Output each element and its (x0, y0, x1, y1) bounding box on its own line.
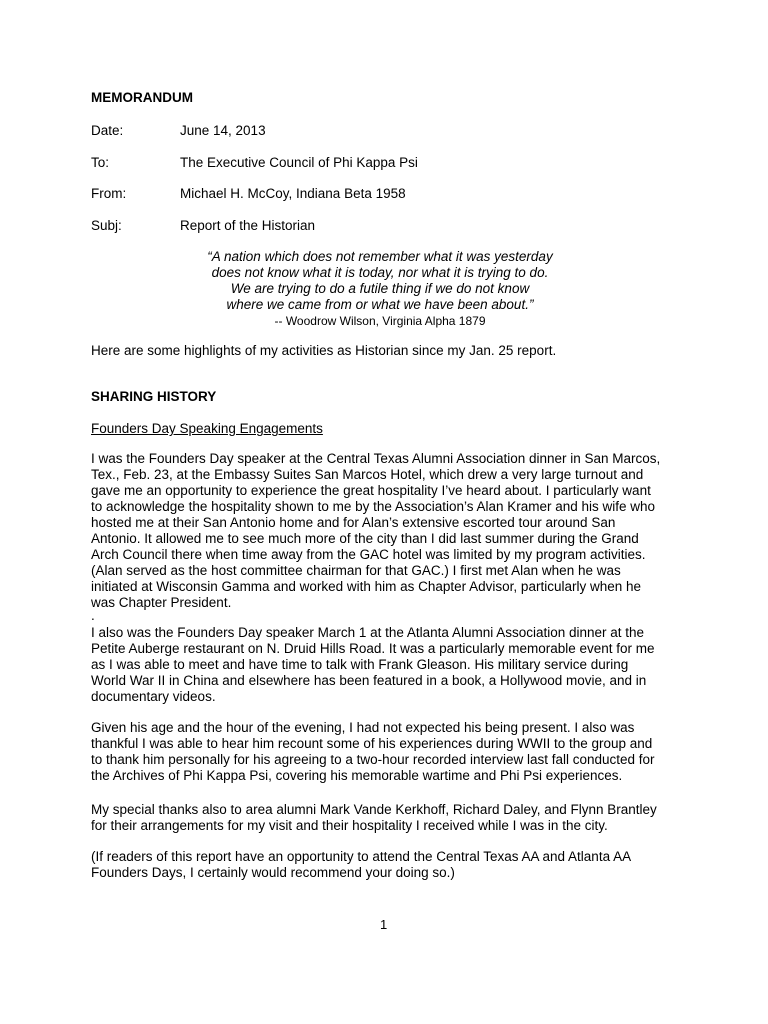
quote-line: “A nation which does not remember what it was yesterday (207, 249, 553, 264)
paragraph-line: Petite Auberge restaurant on N. Druid Hills Road. It was a particularly memorable event for me (91, 641, 655, 656)
to-label: To: (91, 155, 110, 170)
intro-text: Here are some highlights of my activities as Historian since my Jan. 25 report. (91, 343, 557, 358)
paragraph-line: Founders Days, I certainly would recommend your doing so.) (91, 865, 455, 880)
paragraph-2 (91, 625, 691, 705)
paragraph-line: My special thanks also to area alumni Mark Vande Kerkhoff, Richard Daley, and Flynn Brantley (91, 802, 657, 817)
subsection-heading: Founders Day Speaking Engagements (91, 421, 323, 436)
paragraph-line: to acknowledge the hospitality shown to me by the Association’s Alan Kramer and his wife who (91, 499, 656, 514)
paragraph-line: to thank him personally for his agreeing to a two-hour recorded interview last fall conducted for (91, 752, 655, 767)
paragraph-line: for their arrangements for my visit and their hospitality I received while I was in the city. (91, 818, 608, 833)
paragraph-line: initiated at Wisconsin Gamma and worked with him as Chapter Advisor, particularly when he (91, 579, 641, 594)
from-value: Michael H. McCoy, Indiana Beta 1958 (180, 186, 406, 201)
quote-attribution: -- Woodrow Wilson, Virginia Alpha 1879 (274, 314, 486, 328)
paragraph-line: (If readers of this report have an opportunity to attend the Central Texas AA and Atlanta AA (91, 849, 632, 864)
paragraph-line: . (91, 608, 95, 623)
paragraph-line: Antonio. It allowed me to see much more of the city than I did last summer during the Grand (91, 531, 639, 546)
quote-line: We are trying to do a futile thing if we do not know (230, 281, 530, 296)
subject-value: Report of the Historian (180, 218, 316, 233)
paragraph-line: Given his age and the hour of the evening, I had not expected his being present. I also was (91, 720, 635, 735)
paragraph-line: I was the Founders Day speaker at the Central Texas Alumni Association dinner in San Marcos, (91, 451, 661, 466)
paragraph-line: I also was the Founders Day speaker March 1 at the Atlanta Alumni Association dinner at the (91, 625, 645, 640)
memo-title: MEMORANDUM (91, 90, 193, 105)
paragraph-line: thankful I was able to hear him recount some of his experiences during WWII to the group and (91, 736, 653, 751)
to-value: The Executive Council of Phi Kappa Psi (180, 155, 418, 170)
paragraph-5 (91, 849, 691, 881)
paragraph-3 (91, 720, 691, 784)
paragraph-line: World War II in China and elsewhere has been featured in a book, a Hollywood movie, and in (91, 673, 647, 688)
paragraph-4 (91, 802, 691, 834)
paragraph-line: hosted me at their San Antonio home and for Alan’s extensive escorted tour around San (91, 515, 616, 530)
section-heading: SHARING HISTORY (91, 389, 217, 404)
paragraph-line: was Chapter President. (91, 595, 232, 610)
paragraph-1 (91, 451, 691, 621)
subject-label: Subj: (91, 218, 122, 233)
from-label: From: (91, 186, 127, 201)
paragraph-line: the Archives of Phi Kappa Psi, covering his memorable wartime and Phi Psi experiences. (91, 768, 623, 783)
quote-line: does not know what it is today, nor what it is trying to do. (211, 265, 549, 280)
paragraph-line: as I was able to meet and have time to talk with Frank Gleason. His military service during (91, 657, 629, 672)
paragraph-line: documentary videos. (91, 689, 216, 704)
paragraph-line: Tex., Feb. 23, at the Embassy Suites San Marcos Hotel, which drew a very large turnout and (91, 467, 644, 482)
paragraph-line: Arch Council there when time away from the GAC hotel was limited by my program activities. (91, 547, 646, 562)
epigraph-quote (170, 249, 590, 329)
quote-line: where we came from or what we have been about.” (226, 297, 534, 312)
paragraph-line: gave me an opportunity to experience the great hospitality I’ve heard about. I particularly want (91, 483, 651, 498)
paragraph-line: (Alan served as the host committee chairman for that GAC.) I first met Alan when he was (91, 563, 621, 578)
page-number: 1 (380, 917, 388, 932)
date-label: Date: (91, 123, 124, 138)
date-value: June 14, 2013 (180, 123, 266, 138)
